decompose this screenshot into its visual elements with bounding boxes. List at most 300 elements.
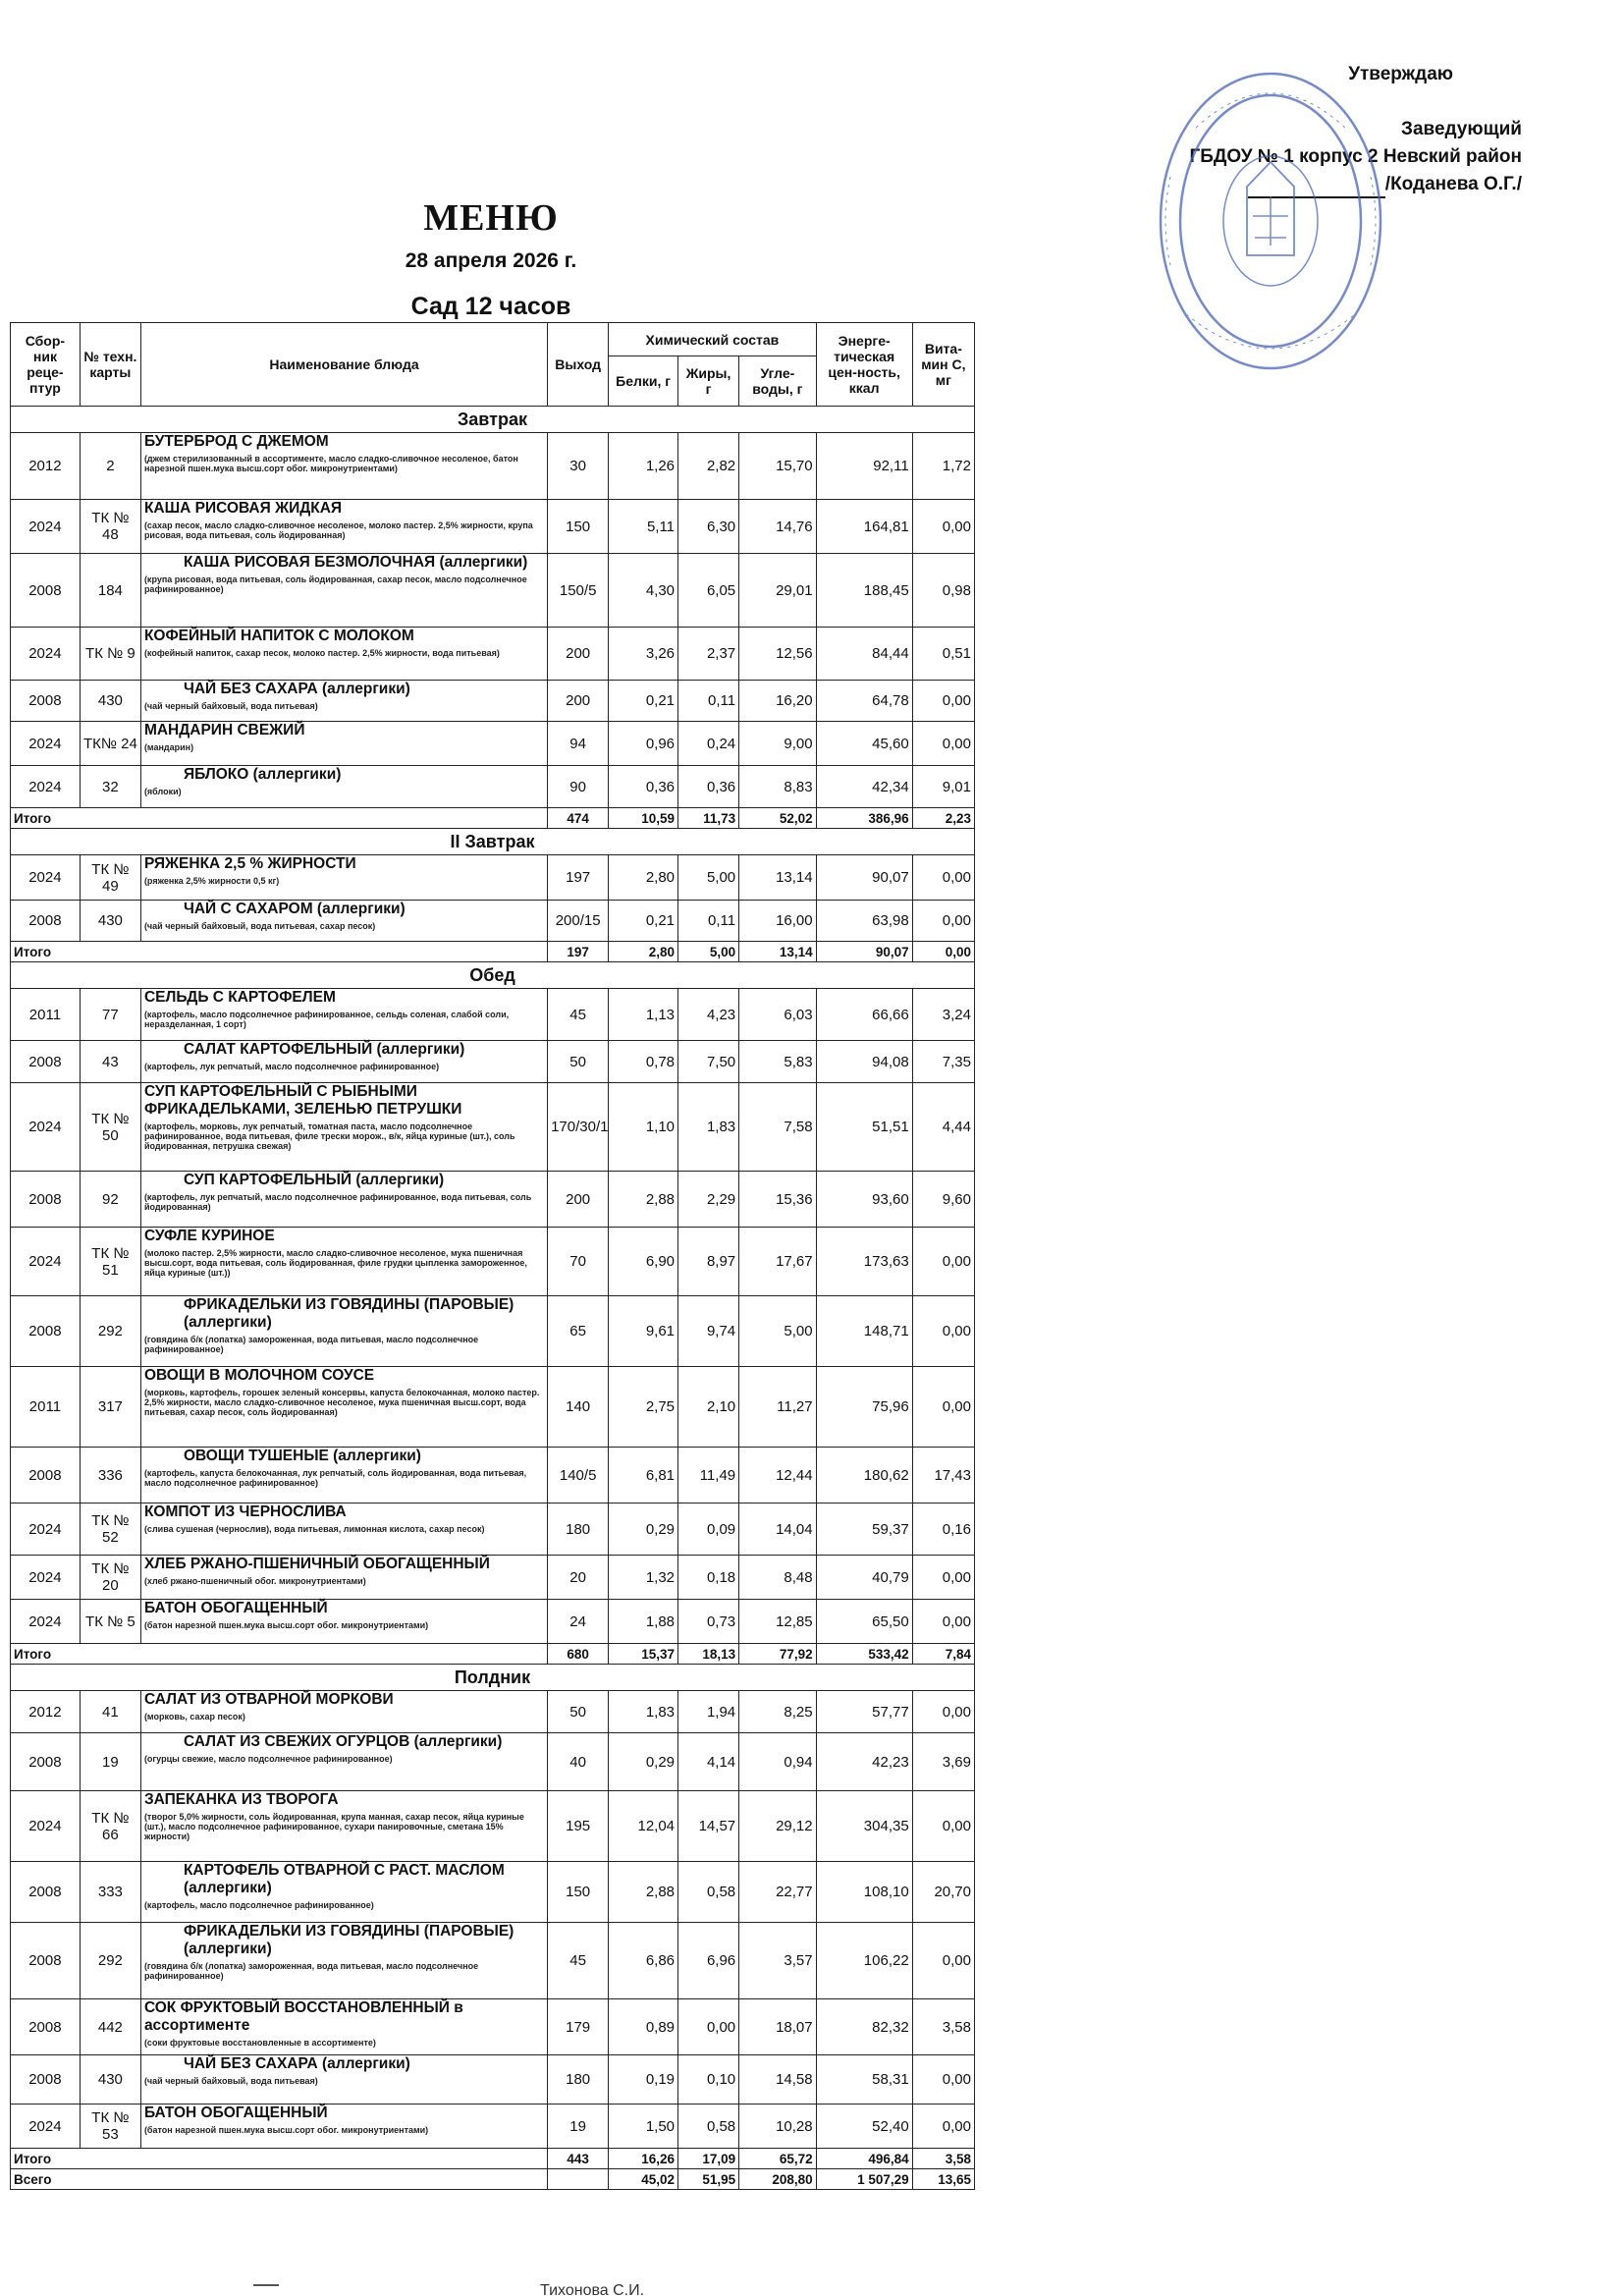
carbs-value: 29,01 [739,554,816,628]
vitamin-c-value: 17,43 [912,1448,974,1503]
menu-header [10,196,972,321]
tech-card: 2 [80,433,140,500]
dish-row [11,628,975,681]
carbs-value: 17,67 [739,1228,816,1296]
carbs-value: 11,27 [739,1367,816,1448]
dish-name: ХЛЕБ РЖАНО-ПШЕНИЧНЫЙ ОБОГАЩЕННЫЙ [143,1556,490,1572]
protein-value: 12,04 [609,1791,678,1862]
protein-value: 6,90 [609,1228,678,1296]
protein-value: 0,21 [609,901,678,942]
dish-yield: 150 [548,1862,609,1923]
dish-row [11,1999,975,2055]
vitamin-c-value: 3,69 [912,1733,974,1791]
section-title: II Завтрак [11,829,975,855]
total-vitamin-c: 3,58 [912,2149,974,2169]
dish-yield: 195 [548,1791,609,1862]
carbs-value: 6,03 [739,989,816,1041]
grand-total-energy: 1 507,29 [816,2169,912,2190]
carbs-value: 14,76 [739,500,816,554]
dish-yield: 94 [548,722,609,766]
dish-yield: 50 [548,1691,609,1733]
dish-composition: (морковь, сахар песок) [143,1712,245,1722]
recipe-year: 2012 [11,433,81,500]
dish-composition: (соки фруктовые восстановленные в ассортименте) [143,2038,376,2048]
tech-card: ТК № 9 [80,628,140,681]
dish-cell [140,628,547,681]
dish-yield: 140 [548,1367,609,1448]
total-carbs: 65,72 [739,2149,816,2169]
vitamin-c-value: 0,00 [912,1691,974,1733]
total-row [11,808,975,829]
total-carbs: 13,14 [739,942,816,962]
protein-value: 0,78 [609,1041,678,1083]
dish-cell [140,1791,547,1862]
fat-value: 6,96 [678,1923,739,1999]
dish-name: ЧАЙ С САХАРОМ (аллергики) [183,901,406,917]
dish-composition: (картофель, капуста белокочанная, лук репчатый, соль йодированная, вода питьевая, масло подсолнечное рафинированное) [143,1468,527,1488]
dish-row [11,433,975,500]
dish-name: ЧАЙ БЕЗ САХАРА (аллергики) [183,681,410,697]
grand-total-vitamin-c: 13,65 [912,2169,974,2190]
dish-cell [140,1999,547,2055]
dish-yield: 140/5 [548,1448,609,1503]
dish-composition: (яблоки) [143,787,182,796]
total-energy: 533,42 [816,1644,912,1665]
dish-composition: (батон нарезной пшен.мука высш.сорт обог. микронутриентами) [143,1620,429,1630]
recipe-year: 2008 [11,901,81,942]
dish-yield: 170/30/1 [548,1083,609,1172]
total-protein: 2,80 [609,942,678,962]
dish-yield: 200 [548,1172,609,1228]
protein-value: 6,86 [609,1923,678,1999]
dish-yield: 50 [548,1041,609,1083]
energy-value: 65,50 [816,1600,912,1644]
total-vitamin-c: 0,00 [912,942,974,962]
recipe-year: 2008 [11,1733,81,1791]
total-fat: 18,13 [678,1644,739,1665]
protein-value: 0,89 [609,1999,678,2055]
energy-value: 106,22 [816,1923,912,1999]
dish-name: СЕЛЬДЬ С КАРТОФЕЛЕМ [143,989,336,1006]
recipe-year: 2008 [11,2055,81,2105]
dish-name: БАТОН ОБОГАЩЕННЫЙ [143,1600,328,1616]
tech-card: ТК № 49 [80,855,140,901]
vitamin-c-value: 7,35 [912,1041,974,1083]
dish-composition: (кофейный напиток, сахар песок, молоко пастер. 2,5% жирности, вода питьевая) [143,648,500,658]
protein-value: 0,29 [609,1733,678,1791]
dish-cell [140,1503,547,1556]
dish-yield: 180 [548,2055,609,2105]
carbs-value: 15,36 [739,1172,816,1228]
dish-yield: 179 [548,1999,609,2055]
total-protein: 15,37 [609,1644,678,1665]
tech-card: ТК № 52 [80,1503,140,1556]
protein-value: 0,21 [609,681,678,722]
total-carbs: 52,02 [739,808,816,829]
carbs-value: 12,56 [739,628,816,681]
dish-composition: (морковь, картофель, горошек зеленый консервы, капуста белокочанная, молоко пастер. 2,5% жирности, масло сладко-сливочное несоленое, мука пшеничная высш.сорт, вода питьевая, сахар песок, соль йодированная) [143,1388,540,1417]
carbs-value: 16,00 [739,901,816,942]
total-yield: 197 [548,942,609,962]
recipe-year: 2024 [11,500,81,554]
dish-row [11,1041,975,1083]
dish-name: КАША РИСОВАЯ БЕЗМОЛОЧНАЯ (аллергики) [183,554,528,571]
recipe-year: 2008 [11,1923,81,1999]
energy-value: 66,66 [816,989,912,1041]
carbs-value: 13,14 [739,855,816,901]
total-row [11,1644,975,1665]
dish-name: ФРИКАДЕЛЬКИ ИЗ ГОВЯДИНЫ (ПАРОВЫЕ) (аллергики) [183,1923,514,1957]
carbs-value: 16,20 [739,681,816,722]
energy-value: 93,60 [816,1172,912,1228]
dish-row [11,1691,975,1733]
vitamin-c-value: 0,00 [912,855,974,901]
dish-composition: (картофель, масло подсолнечное рафинированное) [143,1900,374,1910]
vitamin-c-value: 0,51 [912,628,974,681]
dish-composition: (мандарин) [143,742,194,752]
grand-total-protein: 45,02 [609,2169,678,2190]
energy-value: 92,11 [816,433,912,500]
dish-yield: 200/15 [548,901,609,942]
recipe-year: 2024 [11,1228,81,1296]
header-chem: Химический состав [609,323,816,356]
carbs-value: 8,25 [739,1691,816,1733]
tech-card: 41 [80,1691,140,1733]
round-seal-icon [1157,69,1384,373]
fat-value: 4,14 [678,1733,739,1791]
vitamin-c-value: 0,00 [912,901,974,942]
dish-yield: 65 [548,1296,609,1367]
energy-value: 42,23 [816,1733,912,1791]
dish-composition: (картофель, лук репчатый, масло подсолнечное рафинированное) [143,1062,440,1071]
recipe-year: 2024 [11,1083,81,1172]
vitamin-c-value: 0,00 [912,500,974,554]
section-title: Завтрак [11,407,975,433]
vitamin-c-value: 20,70 [912,1862,974,1923]
recipe-year: 2024 [11,1556,81,1600]
fat-value: 5,00 [678,855,739,901]
dish-composition: (картофель, морковь, лук репчатый, томатная паста, масло подсолнечное рафинированное, вода питьевая, филе трески морож., в/к, яйца куриные (шт.), соль йодированная, петрушка свежая) [143,1121,515,1151]
dish-name: СУП КАРТОФЕЛЬНЫЙ (аллергики) [183,1172,445,1188]
grand-total-fat: 51,95 [678,2169,739,2190]
dish-row [11,1556,975,1600]
recipe-year: 2008 [11,681,81,722]
section-title: Обед [11,962,975,989]
vitamin-c-value: 3,24 [912,989,974,1041]
dish-yield: 90 [548,766,609,808]
fat-value: 0,00 [678,1999,739,2055]
fat-value: 0,58 [678,2105,739,2149]
total-fat: 17,09 [678,2149,739,2169]
protein-value: 1,26 [609,433,678,500]
protein-value: 2,80 [609,855,678,901]
recipe-year: 2008 [11,1448,81,1503]
tech-card: ТК № 50 [80,1083,140,1172]
dish-composition: (творог 5,0% жирности, соль йодированная, крупа манная, сахар песок, яйца куриные (шт.), масло подсолнечное рафинированное, сухари панировочные, сметана 15% жирности) [143,1812,524,1841]
header-carbs: Угле-воды, г [739,356,816,407]
carbs-value: 7,58 [739,1083,816,1172]
total-row [11,942,975,962]
protein-value: 1,83 [609,1691,678,1733]
dish-row [11,766,975,808]
dish-name: ОВОЩИ ТУШЕНЫЕ (аллергики) [183,1448,421,1464]
tech-card: 333 [80,1862,140,1923]
energy-value: 45,60 [816,722,912,766]
tech-card: 43 [80,1041,140,1083]
fat-value: 6,30 [678,500,739,554]
total-protein: 16,26 [609,2149,678,2169]
dish-composition: (слива сушеная (чернослив), вода питьевая, лимонная кислота, сахар песок) [143,1524,485,1534]
dish-row [11,1367,975,1448]
dish-row [11,1172,975,1228]
dish-name: СУФЛЕ КУРИНОЕ [143,1228,275,1244]
dish-name: ОВОЩИ В МОЛОЧНОМ СОУСЕ [143,1367,375,1384]
vitamin-c-value: 3,58 [912,1999,974,2055]
footer-dash [253,2284,279,2286]
dish-name: СОК ФРУКТОВЫЙ ВОССТАНОВЛЕННЫЙ в ассортименте [143,1999,463,2034]
dish-cell [140,681,547,722]
dish-cell [140,722,547,766]
header-energy: Энерге-тическая цен-ность, ккал [816,323,912,407]
dish-composition: (говядина б/к (лопатка) замороженная, вода питьевая, масло подсолнечное рафинированное) [143,1335,479,1354]
footer [10,2276,975,2296]
dish-composition: (чай черный байховый, вода питьевая, сахар песок) [143,921,376,931]
fat-value: 2,29 [678,1172,739,1228]
vitamin-c-value: 0,16 [912,1503,974,1556]
carbs-value: 22,77 [739,1862,816,1923]
dish-cell [140,766,547,808]
energy-value: 64,78 [816,681,912,722]
recipe-year: 2012 [11,1691,81,1733]
energy-value: 173,63 [816,1228,912,1296]
dish-row [11,1296,975,1367]
fat-value: 1,83 [678,1083,739,1172]
energy-value: 180,62 [816,1448,912,1503]
dish-row [11,1862,975,1923]
dish-name: МАНДАРИН СВЕЖИЙ [143,722,305,738]
dish-cell [140,855,547,901]
tech-card: 336 [80,1448,140,1503]
dish-name: САЛАТ КАРТОФЕЛЬНЫЙ (аллергики) [183,1041,465,1058]
protein-value: 2,88 [609,1862,678,1923]
fat-value: 11,49 [678,1448,739,1503]
energy-value: 188,45 [816,554,912,628]
approval-org: ГБДОУ № 1 корпус 2 Невский район [1189,146,1522,167]
recipe-year: 2024 [11,722,81,766]
total-energy: 386,96 [816,808,912,829]
fat-value: 9,74 [678,1296,739,1367]
dish-cell [140,2055,547,2105]
recipe-year: 2011 [11,989,81,1041]
energy-value: 51,51 [816,1083,912,1172]
dish-row [11,1923,975,1999]
dish-row [11,1791,975,1862]
carbs-value: 5,83 [739,1041,816,1083]
dish-cell [140,1923,547,1999]
total-fat: 11,73 [678,808,739,829]
tech-card: 430 [80,2055,140,2105]
menu-group: Сад 12 часов [410,293,571,320]
dish-yield: 45 [548,1923,609,1999]
header-recipes: Сбор-ник реце-птур [11,323,81,407]
fat-value: 2,82 [678,433,739,500]
vitamin-c-value: 9,01 [912,766,974,808]
dish-composition: (джем стерилизованный в ассортименте, масло сладко-сливочное несоленое, батон нарезной пшен.мука высш.сорт обог. микронутриентами) [143,454,518,473]
footer-text: Тихонова С.И. [540,2282,645,2296]
section-title: Полдник [11,1665,975,1691]
tech-card: ТК № 20 [80,1556,140,1600]
grand-total-carbs: 208,80 [739,2169,816,2190]
dish-composition: (сахар песок, масло сладко-сливочное несоленое, молоко пастер. 2,5% жирности, крупа рисовая, вода питьевая, соль йодированная) [143,520,533,540]
dish-composition: (картофель, лук репчатый, масло подсолнечное рафинированное, вода питьевая, соль йодированная) [143,1192,532,1212]
energy-value: 58,31 [816,2055,912,2105]
protein-value: 0,36 [609,766,678,808]
tech-card: 19 [80,1733,140,1791]
tech-card: 317 [80,1367,140,1448]
energy-value: 84,44 [816,628,912,681]
protein-value: 0,96 [609,722,678,766]
section-row [11,829,975,855]
protein-value: 0,19 [609,2055,678,2105]
energy-value: 94,08 [816,1041,912,1083]
fat-value: 7,50 [678,1041,739,1083]
dish-composition: (говядина б/к (лопатка) замороженная, вода питьевая, масло подсолнечное рафинированное) [143,1961,479,1981]
fat-value: 6,05 [678,554,739,628]
section-row [11,1665,975,1691]
dish-name: СУП КАРТОФЕЛЬНЫЙ С РЫБНЫМИ ФРИКАДЕЛЬКАМИ, ЗЕЛЕНЬЮ ПЕТРУШКИ [143,1083,462,1118]
menu-date: 28 апреля 2026 г. [405,249,577,272]
dish-composition: (молоко пастер. 2,5% жирности, масло сладко-сливочное несоленое, мука пшеничная высш.сорт, вода питьевая, соль йодированная, филе грудки цыпленка замороженное, яйца куриные (шт.)) [143,1248,527,1278]
dish-row [11,554,975,628]
dish-cell [140,1448,547,1503]
recipe-year: 2024 [11,1600,81,1644]
vitamin-c-value: 0,00 [912,2055,974,2105]
total-yield: 680 [548,1644,609,1665]
dish-yield: 24 [548,1600,609,1644]
total-yield: 443 [548,2149,609,2169]
energy-value: 82,32 [816,1999,912,2055]
dish-name: ЗАПЕКАНКА ИЗ ТВОРОГА [143,1791,339,1808]
fat-value: 1,94 [678,1691,739,1733]
dish-composition: (огурцы свежие, масло подсолнечное рафинированное) [143,1754,393,1764]
energy-value: 148,71 [816,1296,912,1367]
tech-card: 77 [80,989,140,1041]
total-row [11,2149,975,2169]
protein-value: 1,13 [609,989,678,1041]
dish-yield: 19 [548,2105,609,2149]
total-carbs: 77,92 [739,1644,816,1665]
dish-cell [140,1600,547,1644]
dish-yield: 150/5 [548,554,609,628]
recipe-year: 2024 [11,628,81,681]
dish-cell [140,1172,547,1228]
vitamin-c-value: 0,00 [912,722,974,766]
vitamin-c-value: 0,00 [912,1367,974,1448]
dish-name: САЛАТ ИЗ СВЕЖИХ ОГУРЦОВ (аллергики) [183,1733,503,1750]
carbs-value: 18,07 [739,1999,816,2055]
section-row [11,407,975,433]
dish-cell [140,1367,547,1448]
total-label: Итого [11,808,548,829]
dish-composition: (чай черный байховый, вода питьевая) [143,701,318,711]
dish-row [11,1083,975,1172]
vitamin-c-value: 0,00 [912,1791,974,1862]
vitamin-c-value: 0,00 [912,1296,974,1367]
header-name: Наименование блюда [140,323,547,407]
recipe-year: 2024 [11,766,81,808]
grand-total-yield [548,2169,609,2190]
vitamin-c-value: 0,00 [912,1228,974,1296]
protein-value: 2,75 [609,1367,678,1448]
dish-cell [140,2105,547,2149]
fat-value: 14,57 [678,1791,739,1862]
carbs-value: 8,83 [739,766,816,808]
total-label: Итого [11,2149,548,2169]
recipe-year: 2024 [11,2105,81,2149]
dish-name: БУТЕРБРОД С ДЖЕМОМ [143,433,329,450]
fat-value: 0,58 [678,1862,739,1923]
dish-yield: 30 [548,433,609,500]
dish-composition: (ряженка 2,5% жирности 0,5 кг) [143,876,280,886]
tech-card: ТК№ 24 [80,722,140,766]
dish-name: САЛАТ ИЗ ОТВАРНОЙ МОРКОВИ [143,1691,394,1708]
protein-value: 4,30 [609,554,678,628]
dish-yield: 180 [548,1503,609,1556]
carbs-value: 12,44 [739,1448,816,1503]
fat-value: 0,11 [678,681,739,722]
recipe-year: 2008 [11,1862,81,1923]
tech-card: 292 [80,1296,140,1367]
total-energy: 90,07 [816,942,912,962]
fat-value: 0,24 [678,722,739,766]
energy-value: 304,35 [816,1791,912,1862]
vitamin-c-value: 4,44 [912,1083,974,1172]
vitamin-c-value: 9,60 [912,1172,974,1228]
dish-row [11,1448,975,1503]
protein-value: 2,88 [609,1172,678,1228]
dish-row [11,500,975,554]
header-vitc: Вита-мин С, мг [912,323,974,407]
dish-name: РЯЖЕНКА 2,5 % ЖИРНОСТИ [143,855,356,872]
menu-table-body [11,407,975,2190]
carbs-value: 8,48 [739,1556,816,1600]
recipe-year: 2008 [11,1172,81,1228]
dish-row [11,2105,975,2149]
dish-row [11,722,975,766]
tech-card: ТК № 66 [80,1791,140,1862]
energy-value: 63,98 [816,901,912,942]
energy-value: 42,34 [816,766,912,808]
dish-cell [140,1041,547,1083]
dish-composition: (чай черный байховый, вода питьевая) [143,2076,318,2086]
protein-value: 1,32 [609,1556,678,1600]
carbs-value: 9,00 [739,722,816,766]
dish-name: ЧАЙ БЕЗ САХАРА (аллергики) [183,2055,410,2072]
energy-value: 90,07 [816,855,912,901]
dish-cell [140,1733,547,1791]
dish-composition: (хлеб ржано-пшеничный обог. микронутриентами) [143,1576,366,1586]
carbs-value: 0,94 [739,1733,816,1791]
dish-row [11,901,975,942]
carbs-value: 10,28 [739,2105,816,2149]
protein-value: 3,26 [609,628,678,681]
dish-name: БАТОН ОБОГАЩЕННЫЙ [143,2105,328,2121]
dish-cell [140,554,547,628]
fat-value: 0,73 [678,1600,739,1644]
total-label: Итого [11,1644,548,1665]
carbs-value: 5,00 [739,1296,816,1367]
dish-row [11,681,975,722]
